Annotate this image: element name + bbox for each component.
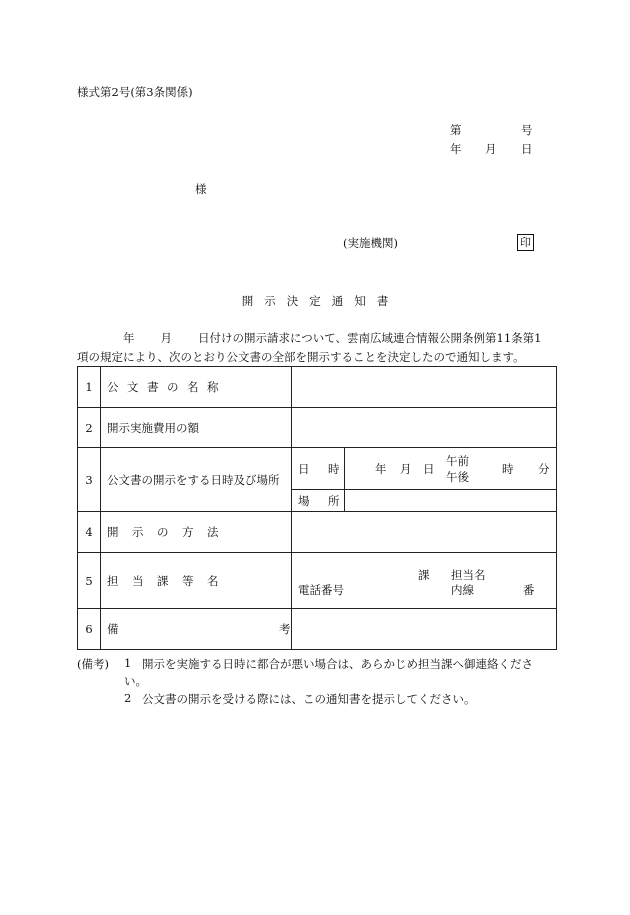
row-value-section	[292, 553, 557, 609]
body-text-line1: 年 月 日付けの開示請求について、雲南広域連合情報公開条例第11条第1	[123, 331, 542, 345]
doc-number-prefix: 第	[450, 123, 462, 137]
table-row	[78, 448, 557, 490]
extension-label: 内線	[451, 583, 474, 597]
agency-label: (実施機関)	[343, 236, 398, 250]
section-suffix: 課	[418, 568, 430, 582]
table-row	[78, 367, 557, 408]
note-number: 2	[124, 691, 132, 705]
table-row	[78, 553, 557, 609]
table-row	[78, 609, 557, 650]
date-month: 月	[485, 142, 497, 156]
place-label: 場 所	[292, 490, 345, 512]
note-text-cont: い。	[124, 674, 147, 688]
date-year: 年	[450, 142, 462, 156]
row-value-method	[292, 512, 557, 553]
person-label: 担当名	[451, 568, 486, 582]
addressee-suffix: 様	[195, 182, 207, 196]
row-label-section: 担 当 課 等 名	[101, 553, 292, 609]
row-number: 4	[78, 512, 101, 553]
row-number: 1	[78, 367, 101, 408]
note-number: 1	[124, 656, 132, 670]
body-text-line2: 項の規定により、次のとおり公文書の全部を開示することを決定したので通知します。	[77, 350, 525, 364]
note-text: 公文書の開示を受ける際には、この通知書を提示してください。	[142, 692, 476, 706]
form-number: 様式第2号(第3条関係)	[77, 85, 193, 99]
row-number: 3	[78, 448, 101, 512]
row-number: 5	[78, 553, 101, 609]
row-value-document-name	[292, 367, 557, 408]
row-label-method: 開 示 の 方 法	[101, 512, 292, 553]
table-row	[78, 512, 557, 553]
phone-label: 電話番号	[298, 583, 344, 597]
document-title: 開 示 決 定 通 知 書	[241, 294, 389, 308]
seal-mark: 印	[517, 234, 534, 251]
row-label-datetime-place: 公文書の開示をする日時及び場所	[101, 448, 292, 512]
doc-number-suffix: 号	[521, 123, 533, 137]
row-label-remarks: 備 考	[101, 609, 292, 650]
table-row	[78, 408, 557, 448]
place-value	[345, 490, 557, 512]
row-label-document-name: 公 文 書 の 名 称	[101, 367, 292, 408]
date-day: 日	[521, 142, 533, 156]
datetime-label: 日 時	[292, 448, 345, 490]
row-value-remarks	[292, 609, 557, 650]
row-label-fee: 開示実施費用の額	[101, 408, 292, 448]
notice-table	[77, 366, 557, 650]
row-value-fee	[292, 408, 557, 448]
datetime-value: 年 月 日 午前 午後 時 分	[345, 448, 557, 490]
row-number: 6	[78, 609, 101, 650]
row-number: 2	[78, 408, 101, 448]
notes-head: (備考)	[77, 657, 109, 671]
note-text: 開示を実施する日時に都合が悪い場合は、あらかじめ担当課へ御連絡くださ	[142, 657, 533, 671]
extension-suffix: 番	[523, 583, 535, 597]
